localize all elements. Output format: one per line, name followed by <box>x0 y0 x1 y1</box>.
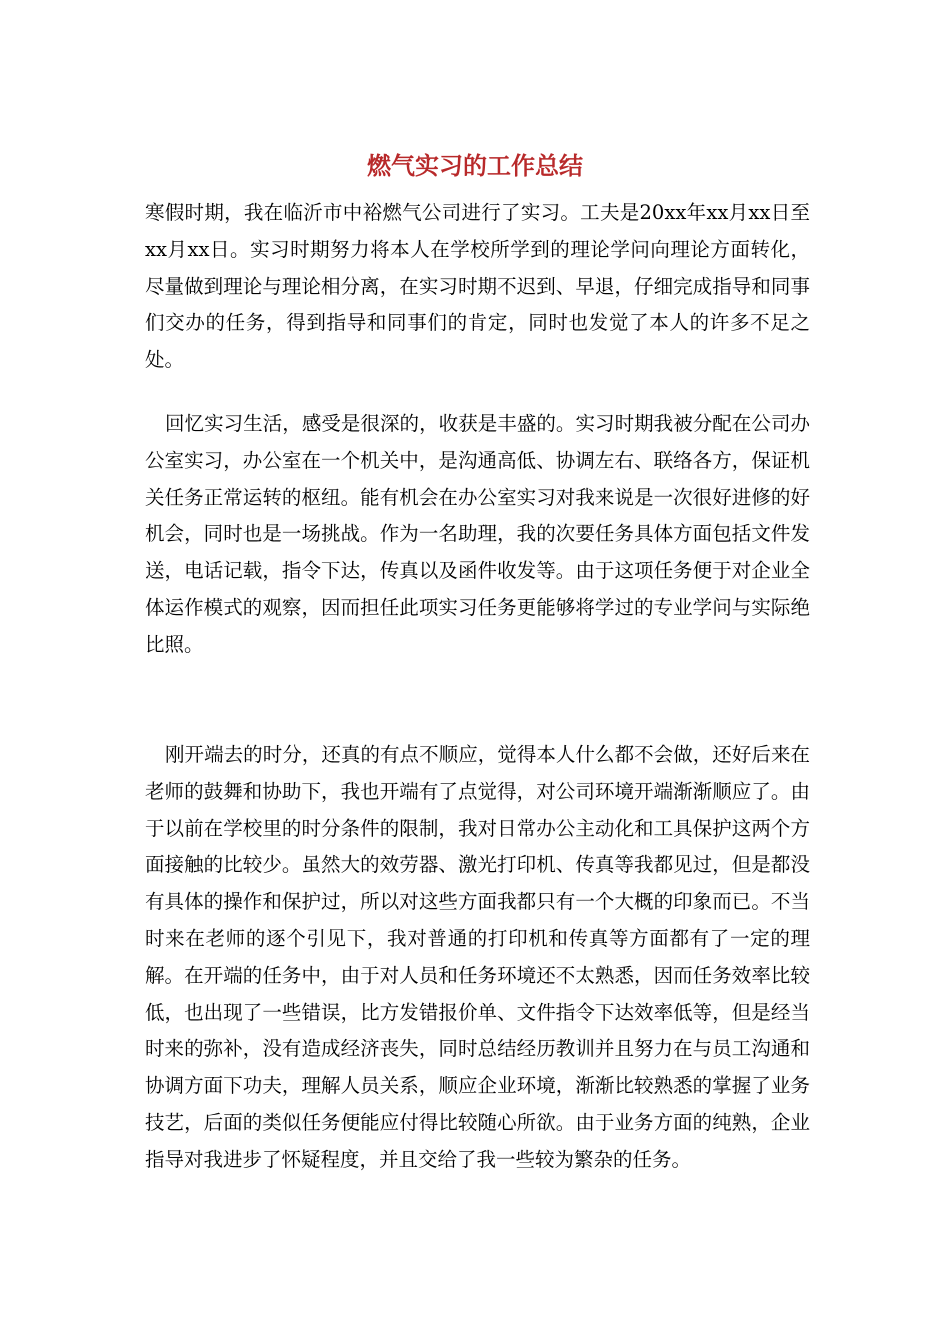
paragraph-3: 刚开端去的时分，还真的有点不顺应，觉得本人什么都不会做，还好后来在老师的鼓舞和协助下，我也开端有了点觉得，对公司环境开端渐渐顺应了。由于以前在学校里的时分条件的限制，我对日常办公主动化和工具保护这两个方面接触的比较少。虽然大的效劳器、激光打印机、传真等我都见过，但是都没有具体的操作和保护过，所以对这些方面我都只有一个大概的印象而已。不当时来在老师的逐个引见下，我对普通的打印机和传真等方面都有了一定的理解。在开端的任务中，由于对人员和任务环境还不太熟悉，因而任务效率比较低，也出现了一些错误，比方发错报价单、文件指令下达效率低等，但是经当时来的弥补，没有造成经济丧失，同时总结经历教训并且努力在与员工沟通和协调方面下功夫，理解人员关系，顺应企业环境，渐渐比较熟悉的掌握了业务技艺，后面的类似任务便能应付得比较随心所欲。由于业务方面的纯熟，企业指导对我进步了怀疑程度，并且交给了我一些较为繁杂的任务。 <box>145 743 810 1171</box>
paragraph-1: 寒假时期，我在临沂市中裕燃气公司进行了实习。工夫是20xx年xx月xx日至xx月xx日。实习时期努力将本人在学校所学到的理论学问向理论方面转化，尽量做到理论与理论相分离，在实习时期不迟到、早退，仔细完成指导和同事们交办的任务，得到指导和同事们的肯定，同时也发觉了本人的许多不足之处。 <box>145 201 810 372</box>
paragraph-2: 回忆实习生活，感受是很深的，收获是丰盛的。实习时期我被分配在公司办公室实习，办公室在一个机关中，是沟通高低、协调左右、联络各方，保证机关任务正常运转的枢纽。能有机会在办公室实习对我来说是一次很好进修的好机会，同时也是一场挑战。作为一名助理，我的次要任务具体方面包括文件发送，电话记载，指令下达，传真以及函件收发等。由于这项任务便于对企业全体运作模式的观察，因而担任此项实习任务更能够将学过的专业学问与实际绝比照。 <box>145 412 810 656</box>
document-title: 燃气实习的工作总结 <box>367 151 583 180</box>
